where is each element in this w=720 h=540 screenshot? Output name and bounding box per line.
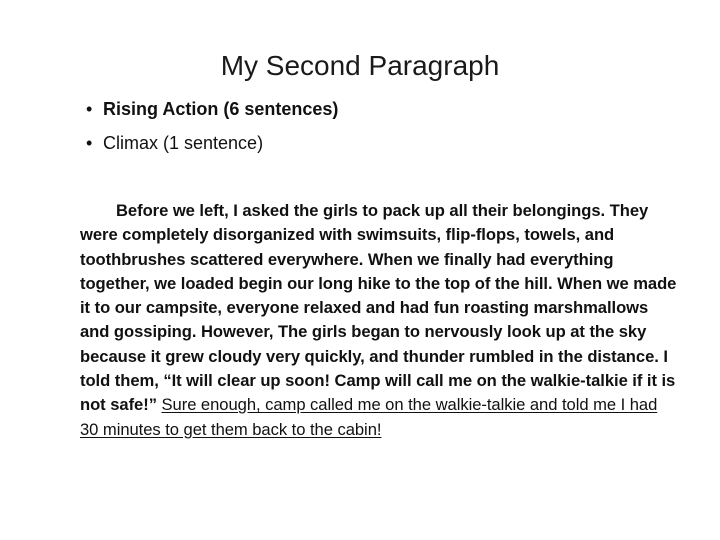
- paragraph-bold-text: Before we left, I asked the girls to pack up all their belongings. They were completely disorganized with swimsuits, flip-flops, towels, and toothbrushes scattered everywhere. When we finally had everything together, we loaded begin our long hike to the top of the hill. When we made it to our campsite, everyone relaxed and had fun roasting marshmallows and gossiping. However, The girls began to nervously look up at the sky because it grew cloudy very quickly, and thunder rumbled in the distance. I told them, “It will clear up soon! Camp will call me on the walkie-talkie if it is not safe!”: [80, 201, 677, 415]
- bullet-icon: •: [86, 133, 93, 153]
- bullet-item-rising-action: [86, 97, 686, 121]
- story-paragraph: [80, 199, 680, 442]
- slide-title: My Second Paragraph: [220, 50, 500, 81]
- bullet-label: Rising Action (6 sentences): [103, 99, 339, 119]
- bullet-icon: •: [86, 99, 93, 119]
- bullet-label: Climax (1 sentence): [103, 133, 264, 153]
- bullet-list: [86, 97, 686, 165]
- paragraph-underlined-climax: Sure enough, camp called me on the walkie-talkie and told me I had 30 minutes to get them back to the cabin!: [80, 395, 658, 439]
- bullet-item-climax: [86, 131, 686, 155]
